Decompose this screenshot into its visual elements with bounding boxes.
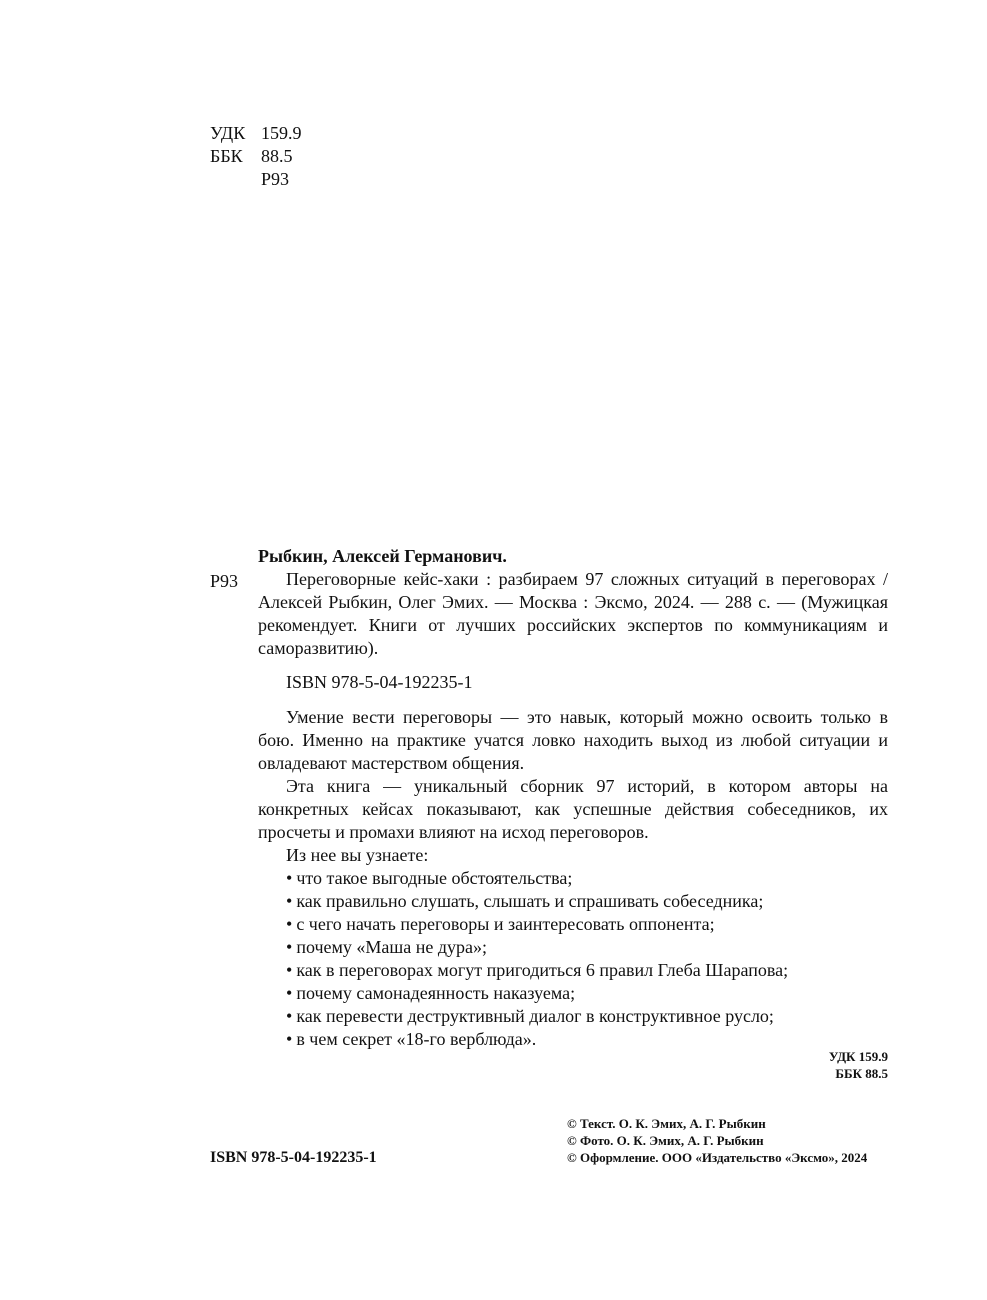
list-item-text: почему «Маша не дура»;: [296, 937, 488, 957]
classification-bottom: [829, 1048, 888, 1082]
bbk-value: 88.5: [261, 146, 293, 166]
list-item-text: как перевести деструктивный диалог в конструктивное русло;: [296, 1006, 774, 1026]
udk-bottom: УДК 159.9: [828, 1049, 888, 1064]
list-item: [258, 913, 888, 936]
bbk-label: ББК: [210, 146, 243, 166]
annotation-paragraph: Эта книга — уникальный сборник 97 историй, в котором авторы на конкретных кейсах показывают, как успешные действия собеседников, их просчеты и промахи влияют на исход переговоров.: [258, 776, 888, 842]
copyright-text: © Текст. О. К. Эмих, А. Г. Рыбкин: [567, 1116, 766, 1131]
list-item-text: в чем секрет «18-го верблюда».: [296, 1029, 537, 1049]
isbn-entry: ISBN 978-5-04-192235-1: [286, 672, 473, 692]
list-item-text: почему самонадеянность наказуема;: [296, 983, 576, 1003]
list-item-text: как в переговорах могут пригодиться 6 правил Глеба Шарапова;: [296, 960, 789, 980]
list-item: [258, 1005, 888, 1028]
author-heading: Рыбкин, Алексей Германович.: [258, 546, 507, 566]
bullet-icon: •: [286, 1006, 293, 1026]
topics-list: [258, 867, 888, 1051]
copyright-block: [567, 1115, 867, 1166]
annotation-paragraph: Умение вести переговоры — это навык, который можно освоить только в бою. Именно на практике учатся ловко находить выход из любой ситуации и овладевают мастерством общения.: [258, 707, 888, 773]
list-item: [258, 959, 888, 982]
bullet-icon: •: [286, 868, 293, 888]
list-item: [258, 982, 888, 1005]
author-sign-side: Р93: [210, 571, 239, 591]
bullet-icon: •: [286, 914, 293, 934]
list-item: [258, 936, 888, 959]
bullet-icon: •: [286, 960, 293, 980]
bullet-icon: •: [286, 983, 293, 1003]
bullet-icon: •: [286, 1029, 293, 1049]
list-item: [258, 1028, 888, 1051]
list-item: [258, 867, 888, 890]
list-item-text: как правильно слушать, слышать и спрашивать собеседника;: [296, 891, 764, 911]
list-item: [258, 890, 888, 913]
copyright-photo: © Фото. О. К. Эмих, А. Г. Рыбкин: [567, 1133, 764, 1148]
bullet-icon: •: [286, 937, 293, 957]
list-item-text: что такое выгодные обстоятельства;: [296, 868, 573, 888]
annotation-paragraph: Из нее вы узнаете:: [286, 845, 429, 865]
list-item-text: с чего начать переговоры и заинтересовать оппонента;: [296, 914, 715, 934]
author-sign-top: Р93: [261, 169, 290, 189]
bbk-bottom: ББК 88.5: [835, 1066, 888, 1081]
udk-label: УДК: [210, 123, 246, 143]
isbn-bottom: ISBN 978-5-04-192235-1: [210, 1149, 377, 1166]
udk-value: 159.9: [261, 123, 302, 143]
bibliographic-description: Переговорные кейс-хаки : разбираем 97 сложных ситуаций в переговорах / Алексей Рыбкин, Олег Эмих. — Москва : Эксмо, 2024. — 288 с. — (Мужицкая рекомендует. Книги от лучших российских экспертов по коммуникациям и саморазвитию).: [258, 569, 888, 658]
bullet-icon: •: [286, 891, 293, 911]
copyright-design: © Оформление. ООО «Издательство «Эксмо», 2024: [567, 1150, 868, 1165]
annotation: [258, 706, 888, 1051]
